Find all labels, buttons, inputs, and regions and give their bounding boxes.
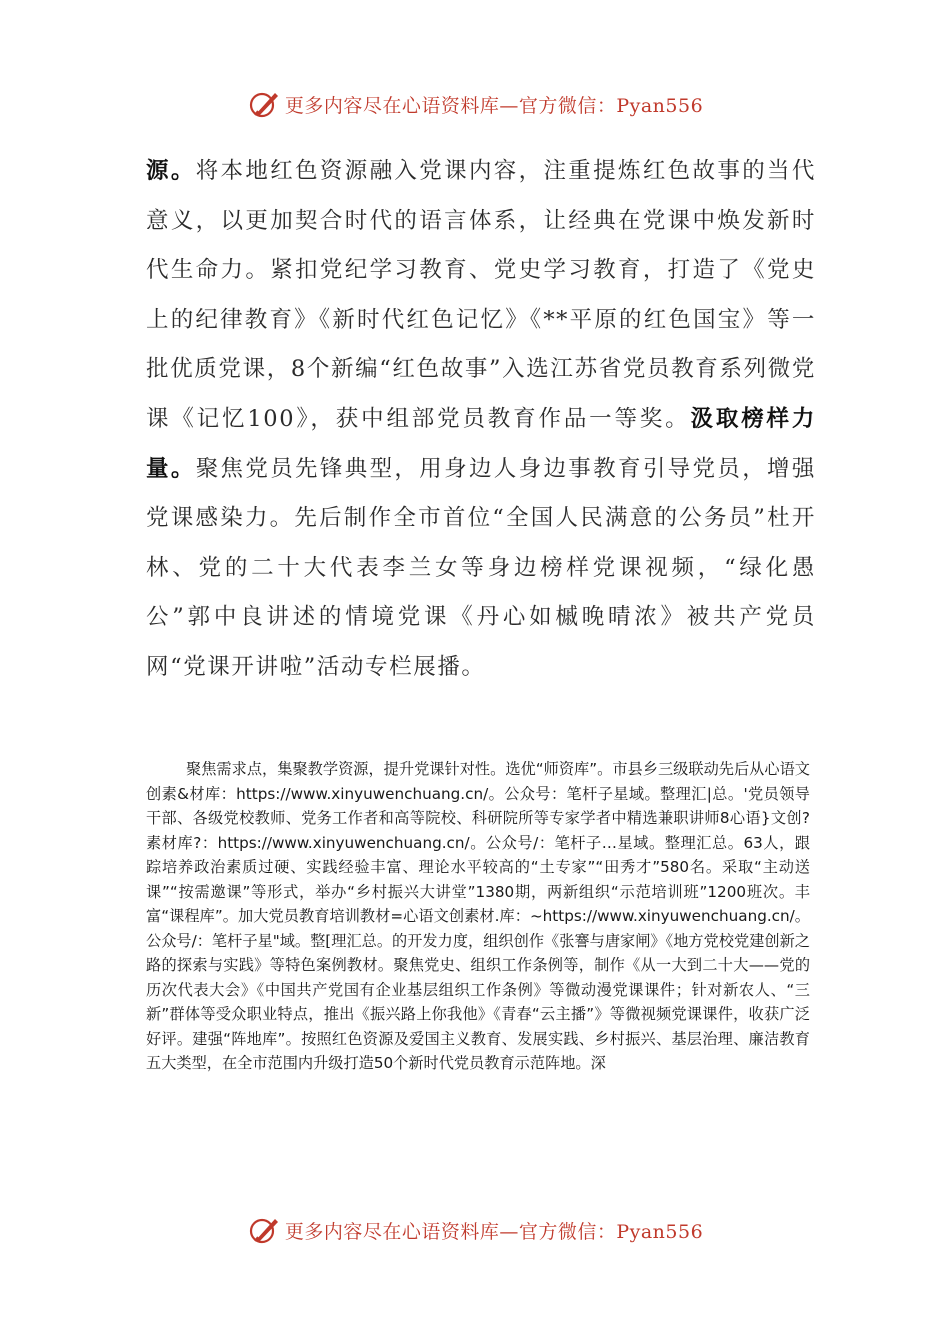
small-body-text (146, 757, 810, 1076)
quill-pen-logo-icon (247, 1213, 281, 1247)
quill-pen-logo-icon (247, 87, 281, 121)
main-paragraph-2: 聚焦党员先锋典型，用身边人身边事教育引导党员，增强党课感染力。先后制作全市首位“全国人民满意的公务员”杜开林、党的二十大代表李兰女等身边榜样党课视频，“绿化愚公”郭中良讲述的情境党课《丹心如槭晚晴浓》被共产党员网“党课开讲啦”活动专栏展播。 (146, 455, 816, 680)
footer-watermark-banner (0, 1210, 950, 1250)
bold-lead-1: 源。 (146, 158, 196, 184)
header-watermark-banner (0, 84, 950, 124)
bold-heading-2: 汲取榜样力量。 (146, 405, 816, 482)
footer-banner-text: 更多内容尽在心语资料库—官方微信：Pyan556 (284, 1220, 704, 1243)
main-paragraph-1: 将本地红色资源融入党课内容，注重提炼红色故事的当代意义，以更加契合时代的语言体系，让经典在党课中焕发新时代生命力。紧扣党纪学习教育、党史学习教育，打造了《党史上的纪律教育》《新时代红色记忆》《**平原的红色国宝》等一批优质党课，8个新编“红色故事”入选江苏省党员教育系列微党课《记忆100》，获中组部党员教育作品一等奖。 (146, 158, 816, 432)
small-paragraph: 聚焦需求点，集聚教学资源，提升党课针对性。选优“师资库”。市县乡三级联动先后从心语文创素&材库：https://www.xinyuwenchuang.cn/。公众号：笔杆子星域。整理汇|总。'党员领导干部、各级党校教师、党务工作者和高等院校、科研院所等专家学者中精选兼职讲师8心语}文创?素材库?：https://www.xinyuwenchuang.cn/。公众号/：笔杆子…星域。整理汇总。63人，跟踪培养政治素质过硬、实践经验丰富、理论水平较高的“土专家”“田秀才”580名。采取“主动送课”“按需邀课”等形式，举办“乡村振兴大讲堂”1380期，两新组织“示范培训班”1200班次。丰富“课程库”。加大党员教育培训教材=心语文创素材.库：~https://www.xinyuwenchuang.cn/。公众号/：笔杆子星"域。整[理汇总。的开发力度，组织创作《张謇与唐家闸》《地方党校党建创新之路的探索与实践》等特色案例教材。聚焦党史、组织工作条例等，制作《从一大到二十大——党的历次代表大会》《中国共产党国有企业基层组织工作条例》等微动漫党课课件；针对新农人、“三新”群体等受众职业特点，推出《振兴路上你我他》《青春“云主播”》等微视频党课课件，收获广泛好评。建强“阵地库”。按照红色资源及爱国主义教育、发展实践、乡村振兴、基层治理、廉洁教育五大类型，在全市范围内升级打造50个新时代党员教育示范阵地。深 (146, 760, 810, 1072)
header-banner-text: 更多内容尽在心语资料库—官方微信：Pyan556 (284, 94, 704, 117)
main-body-text (146, 147, 816, 693)
